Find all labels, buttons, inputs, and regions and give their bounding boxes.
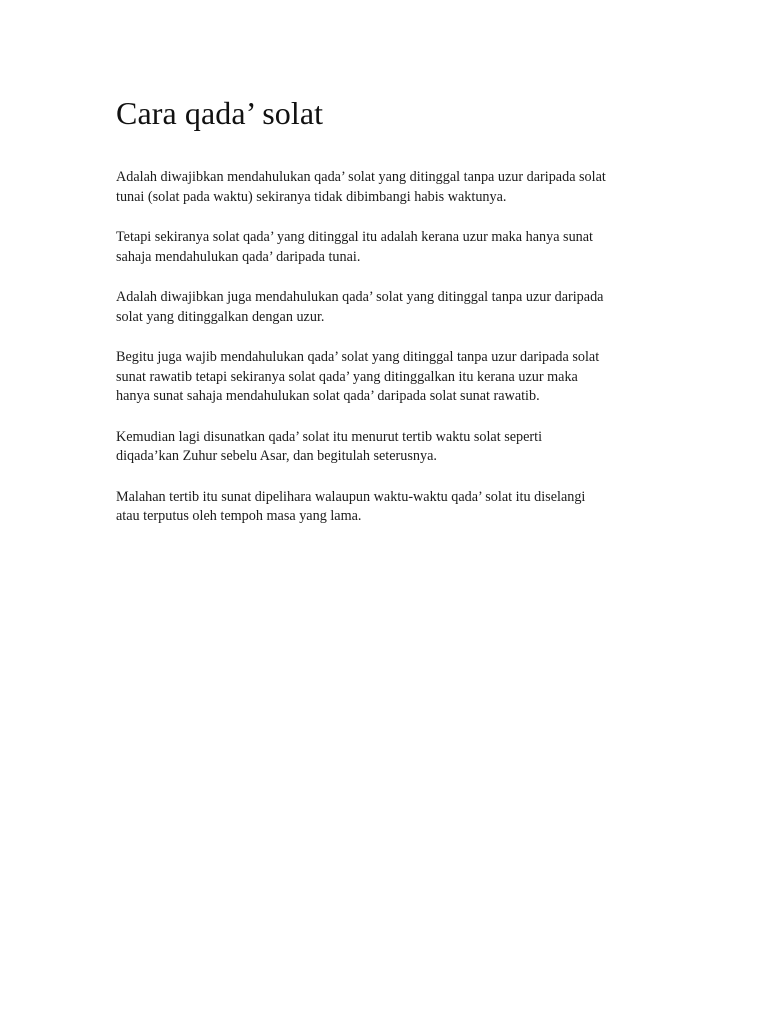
paragraph-line: Kemudian lagi disunatkan qada’ solat itu menurut tertib waktu solat seperti	[116, 428, 543, 445]
paragraph-5	[116, 428, 661, 467]
paragraph-6	[116, 488, 661, 527]
document-body	[116, 168, 661, 527]
paragraph-line: Malahan tertib itu sunat dipelihara walaupun waktu-waktu qada’ solat itu diselangi	[116, 488, 586, 505]
paragraph-line: Tetapi sekiranya solat qada’ yang ditinggal itu adalah kerana uzur maka hanya sunat	[116, 229, 593, 245]
paragraph-line: tunai (solat pada waktu) sekiranya tidak dibimbangi habis waktunya.	[116, 188, 507, 205]
document-title: Cara qada’ solat	[116, 95, 324, 131]
paragraph-line: hanya sunat sahaja mendahulukan solat qada’ daripada solat sunat rawatib.	[116, 388, 540, 404]
paragraph-line: sahaja mendahulukan qada’ daripada tunai.	[116, 248, 361, 265]
paragraph-line: solat yang ditinggalkan dengan uzur.	[116, 308, 325, 325]
paragraph-2	[116, 228, 661, 267]
paragraph-4	[116, 348, 661, 407]
paragraph-line: Adalah diwajibkan juga mendahulukan qada’ solat yang ditinggal tanpa uzur daripada	[116, 289, 604, 305]
paragraph-line: atau terputus oleh tempoh masa yang lama.	[116, 508, 362, 524]
paragraph-line: Adalah diwajibkan mendahulukan qada’ solat yang ditinggal tanpa uzur daripada solat	[116, 169, 606, 185]
paragraph-1	[116, 168, 661, 207]
document-content	[116, 93, 661, 548]
paragraph-3	[116, 288, 661, 327]
paragraph-line: sunat rawatib tetapi sekiranya solat qada’ yang ditinggalkan itu kerana uzur maka	[116, 368, 578, 385]
paragraph-line: diqada’kan Zuhur sebelu Asar, dan begitulah seterusnya.	[116, 448, 437, 464]
paragraph-line: Begitu juga wajib mendahulukan qada’ solat yang ditinggal tanpa uzur daripada solat	[116, 349, 600, 365]
